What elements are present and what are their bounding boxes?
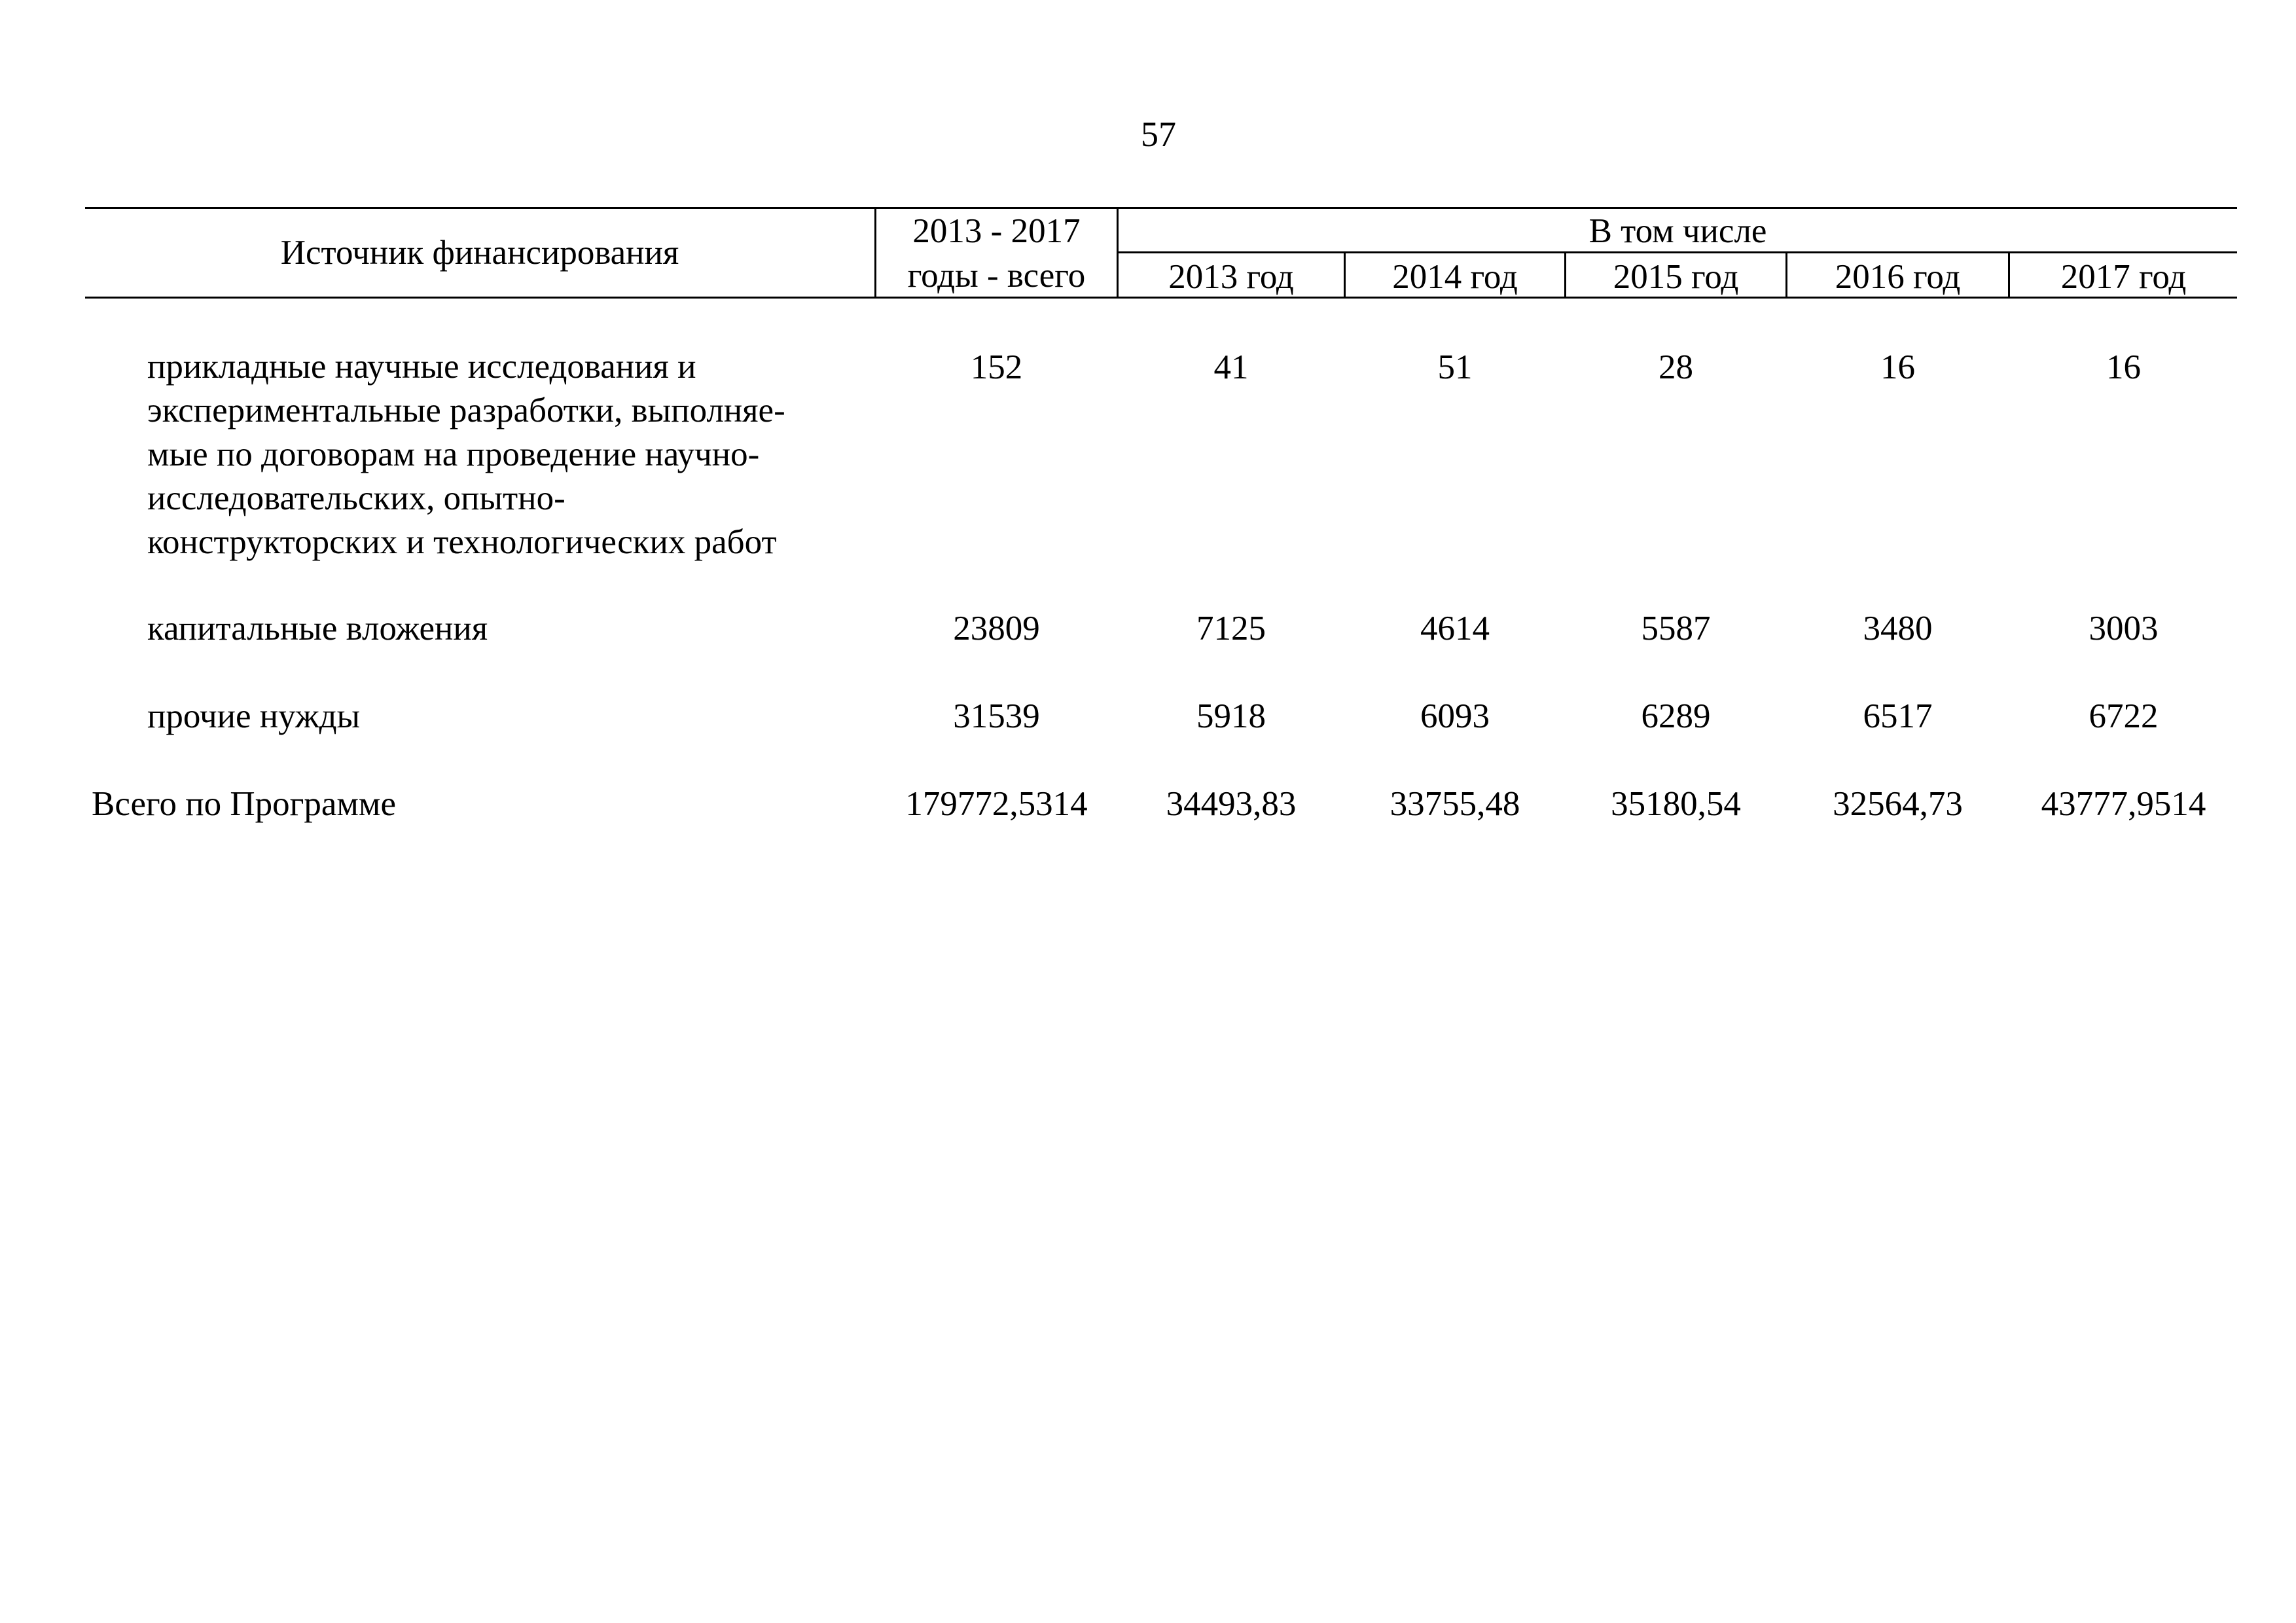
row-year-value: 16 [2106, 348, 2141, 386]
row-label-line: капитальные вложения [147, 610, 488, 647]
row-year-value: 5918 [1196, 697, 1266, 735]
header-year: 2014 год [1392, 258, 1518, 296]
row-total: 179772,5314 [905, 785, 1088, 823]
row-year-value: 4614 [1420, 610, 1490, 647]
header-year: 2013 год [1168, 258, 1294, 296]
row-year-value: 5587 [1641, 610, 1711, 647]
row-year-value: 6722 [2089, 697, 2159, 735]
row-year-value: 3480 [1863, 610, 1933, 647]
row-year-value: 33755,48 [1390, 785, 1520, 823]
row-year-value: 41 [1213, 348, 1249, 386]
row-year-value: 35180,54 [1611, 785, 1741, 823]
row-total: 23809 [953, 610, 1040, 647]
page-number: 57 [1141, 115, 1176, 154]
row-label-line: экспериментальные разработки, выполняе- [147, 392, 785, 429]
row-label-line: конструкторских и технологических работ [147, 523, 777, 561]
row-label-line: прикладные научные исследования и [147, 348, 696, 386]
row-year-value: 28 [1659, 348, 1693, 386]
row-total: 152 [970, 348, 1023, 386]
row-label-line: Всего по Программе [92, 785, 396, 823]
header-total-period: 2013 - 2017 [912, 212, 1081, 250]
row-year-value: 6289 [1641, 697, 1711, 735]
row-year-value: 6093 [1420, 697, 1490, 735]
header-year: 2017 год [2060, 258, 2187, 296]
row-total: 31539 [953, 697, 1040, 735]
row-year-value: 34493,83 [1166, 785, 1297, 823]
row-year-value: 3003 [2089, 610, 2159, 647]
table-top-rule [85, 207, 2237, 209]
row-label-line: исследовательских, опытно- [147, 479, 565, 517]
row-year-value: 6517 [1863, 697, 1933, 735]
row-year-value: 7125 [1196, 610, 1266, 647]
header-total-label: годы - всего [907, 257, 1086, 295]
row-year-value: 32564,73 [1833, 785, 1963, 823]
row-label-line: мые по договорам на проведение научно- [147, 435, 760, 473]
header-year: 2015 год [1613, 258, 1739, 296]
header-year: 2016 год [1835, 258, 1961, 296]
header-source: Источник финансирования [280, 234, 679, 272]
header-including: В том числе [1588, 212, 1767, 250]
subheader-rule [1118, 251, 2237, 253]
row-label-line: прочие нужды [147, 697, 361, 735]
row-year-value: 43777,9514 [2041, 785, 2206, 823]
row-year-value: 16 [1880, 348, 1915, 386]
row-year-value: 51 [1437, 348, 1473, 386]
